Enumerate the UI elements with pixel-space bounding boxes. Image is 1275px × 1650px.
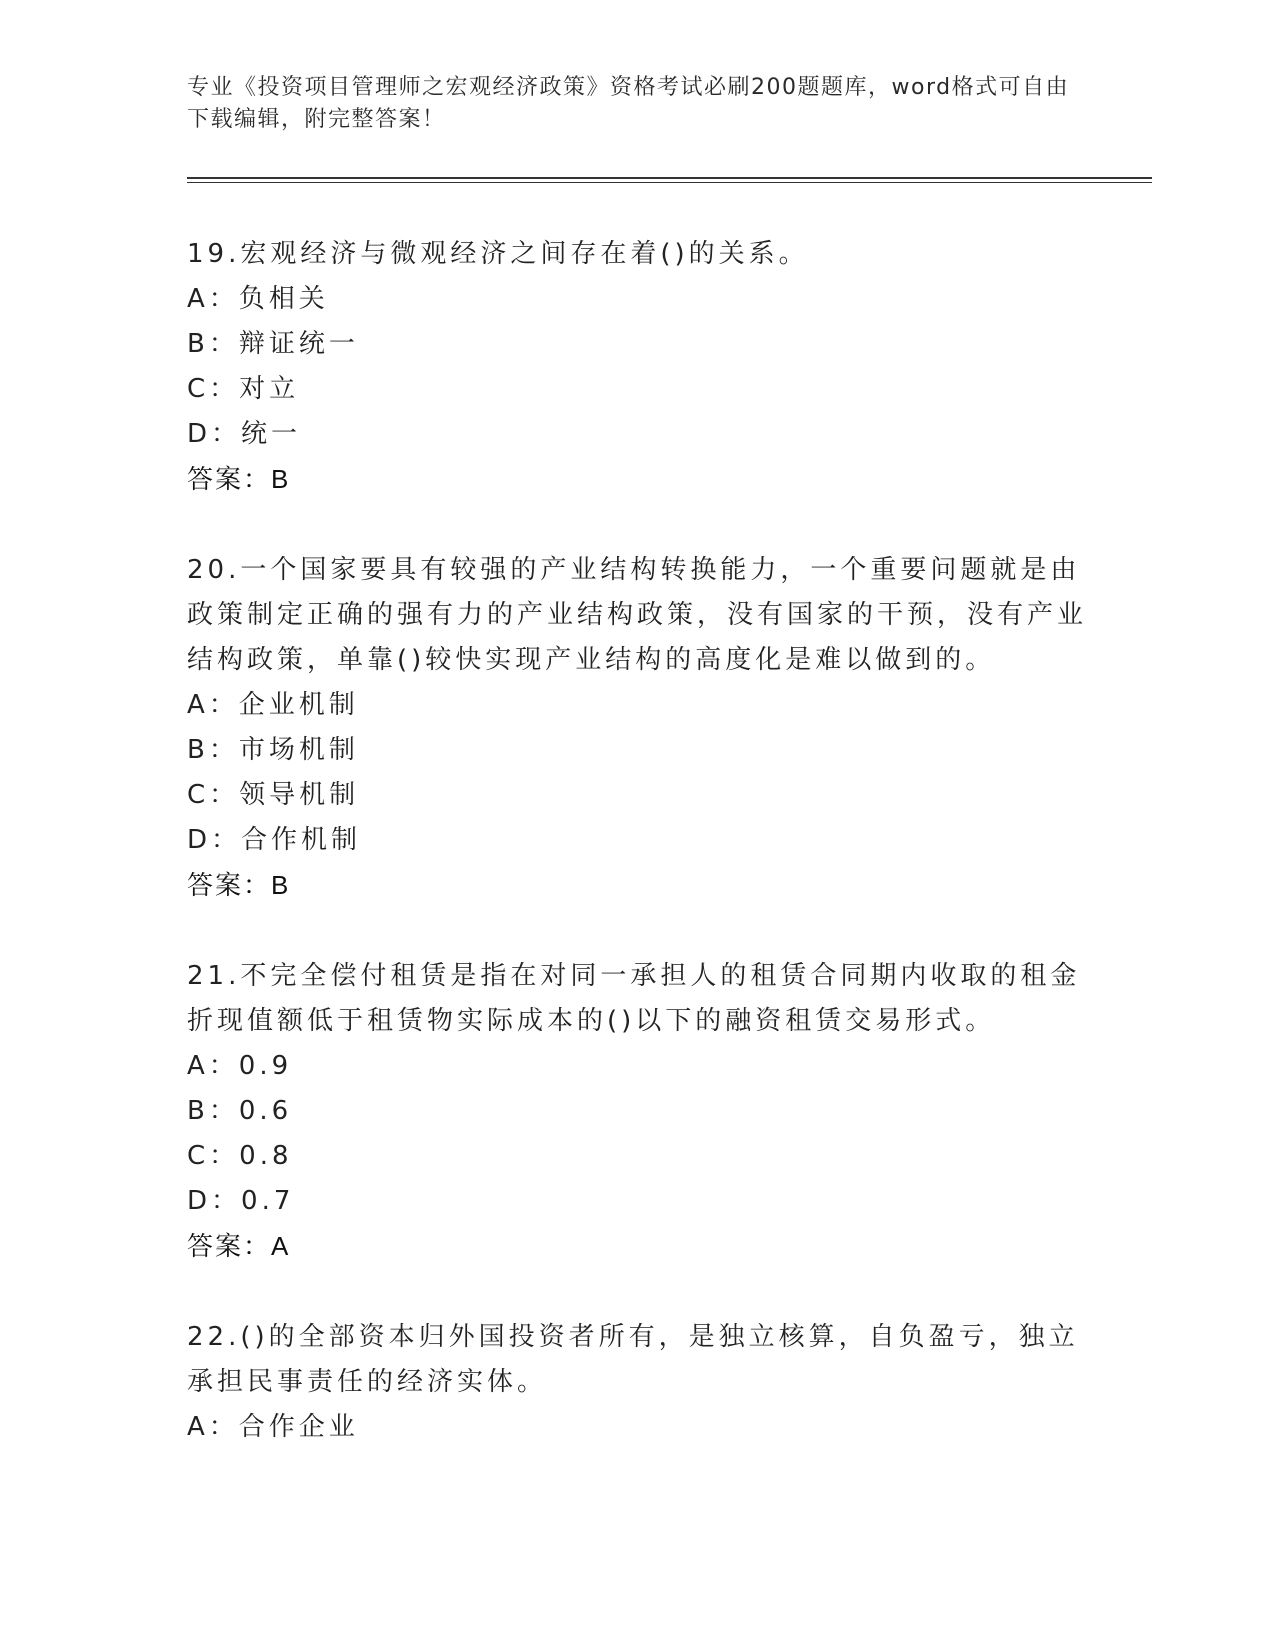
question-stem: 19.宏观经济与微观经济之间存在着()的关系。 (187, 239, 809, 269)
option-key: A： (187, 1412, 239, 1442)
option-key: B： (187, 329, 239, 359)
header-divider-thick (187, 177, 1152, 179)
option-a (187, 683, 1087, 728)
option-b (187, 1089, 1087, 1134)
option-key: D： (187, 825, 242, 855)
option-d (187, 818, 1087, 863)
option-key: A： (187, 284, 239, 314)
option-key: B： (187, 735, 239, 765)
option-key: B： (187, 1096, 239, 1126)
question-22 (187, 1315, 1087, 1450)
header-divider-thin (187, 182, 1152, 183)
option-text: 对立 (239, 374, 300, 404)
option-text: 合作企业 (238, 1412, 359, 1442)
option-text: 0.9 (238, 1051, 293, 1081)
question-stem: 22.()的全部资本归外国投资者所有，是独立核算，自负盈亏，独立承担民事责任的经济实体。 (187, 1322, 1079, 1397)
option-text: 0.8 (239, 1141, 293, 1171)
option-text: 统一 (241, 419, 302, 449)
option-b (187, 322, 1087, 367)
option-a (187, 1405, 1087, 1450)
answer-line: 答案：B (187, 870, 291, 900)
option-c (187, 1134, 1087, 1179)
question-stem: 21.不完全偿付租赁是指在对同一承担人的租赁合同期内收取的租金折现值额低于租赁物实际成本的()以下的融资租赁交易形式。 (187, 961, 1081, 1036)
option-text: 企业机制 (238, 690, 359, 720)
question-stem: 20.一个国家要具有较强的产业结构转换能力，一个重要问题就是由政策制定正确的强有力的产业结构政策，没有国家的干预，没有产业结构政策，单靠()较快实现产业结构的高度化是难以做到的。 (187, 555, 1088, 675)
option-text: 合作机制 (241, 825, 362, 855)
option-text: 市场机制 (238, 735, 359, 765)
option-text: 领导机制 (239, 780, 360, 810)
option-d (187, 1179, 1087, 1224)
option-text: 辩证统一 (238, 329, 359, 359)
option-key: C： (187, 1141, 240, 1171)
question-20 (187, 548, 1087, 908)
option-c (187, 367, 1087, 412)
question-19 (187, 232, 1087, 502)
option-key: A： (187, 1051, 239, 1081)
option-text: 0.6 (238, 1096, 293, 1126)
answer-line: 答案：B (187, 464, 291, 494)
option-a (187, 277, 1087, 322)
option-key: D： (187, 1186, 242, 1216)
option-key: C： (187, 780, 240, 810)
answer-line: 答案：A (187, 1231, 291, 1261)
document-header: 专业《投资项目管理师之宏观经济政策》资格考试必刷200题题库，word格式可自由下载编辑，附完整答案！ (187, 75, 1070, 132)
option-key: C： (187, 374, 240, 404)
option-a (187, 1044, 1087, 1089)
option-text: 负相关 (238, 284, 329, 314)
option-c (187, 773, 1087, 818)
option-text: 0.7 (241, 1186, 295, 1216)
option-b (187, 728, 1087, 773)
option-key: A： (187, 690, 239, 720)
question-21 (187, 954, 1087, 1269)
option-key: D： (187, 419, 242, 449)
question-list (187, 232, 1087, 1496)
option-d (187, 412, 1087, 457)
